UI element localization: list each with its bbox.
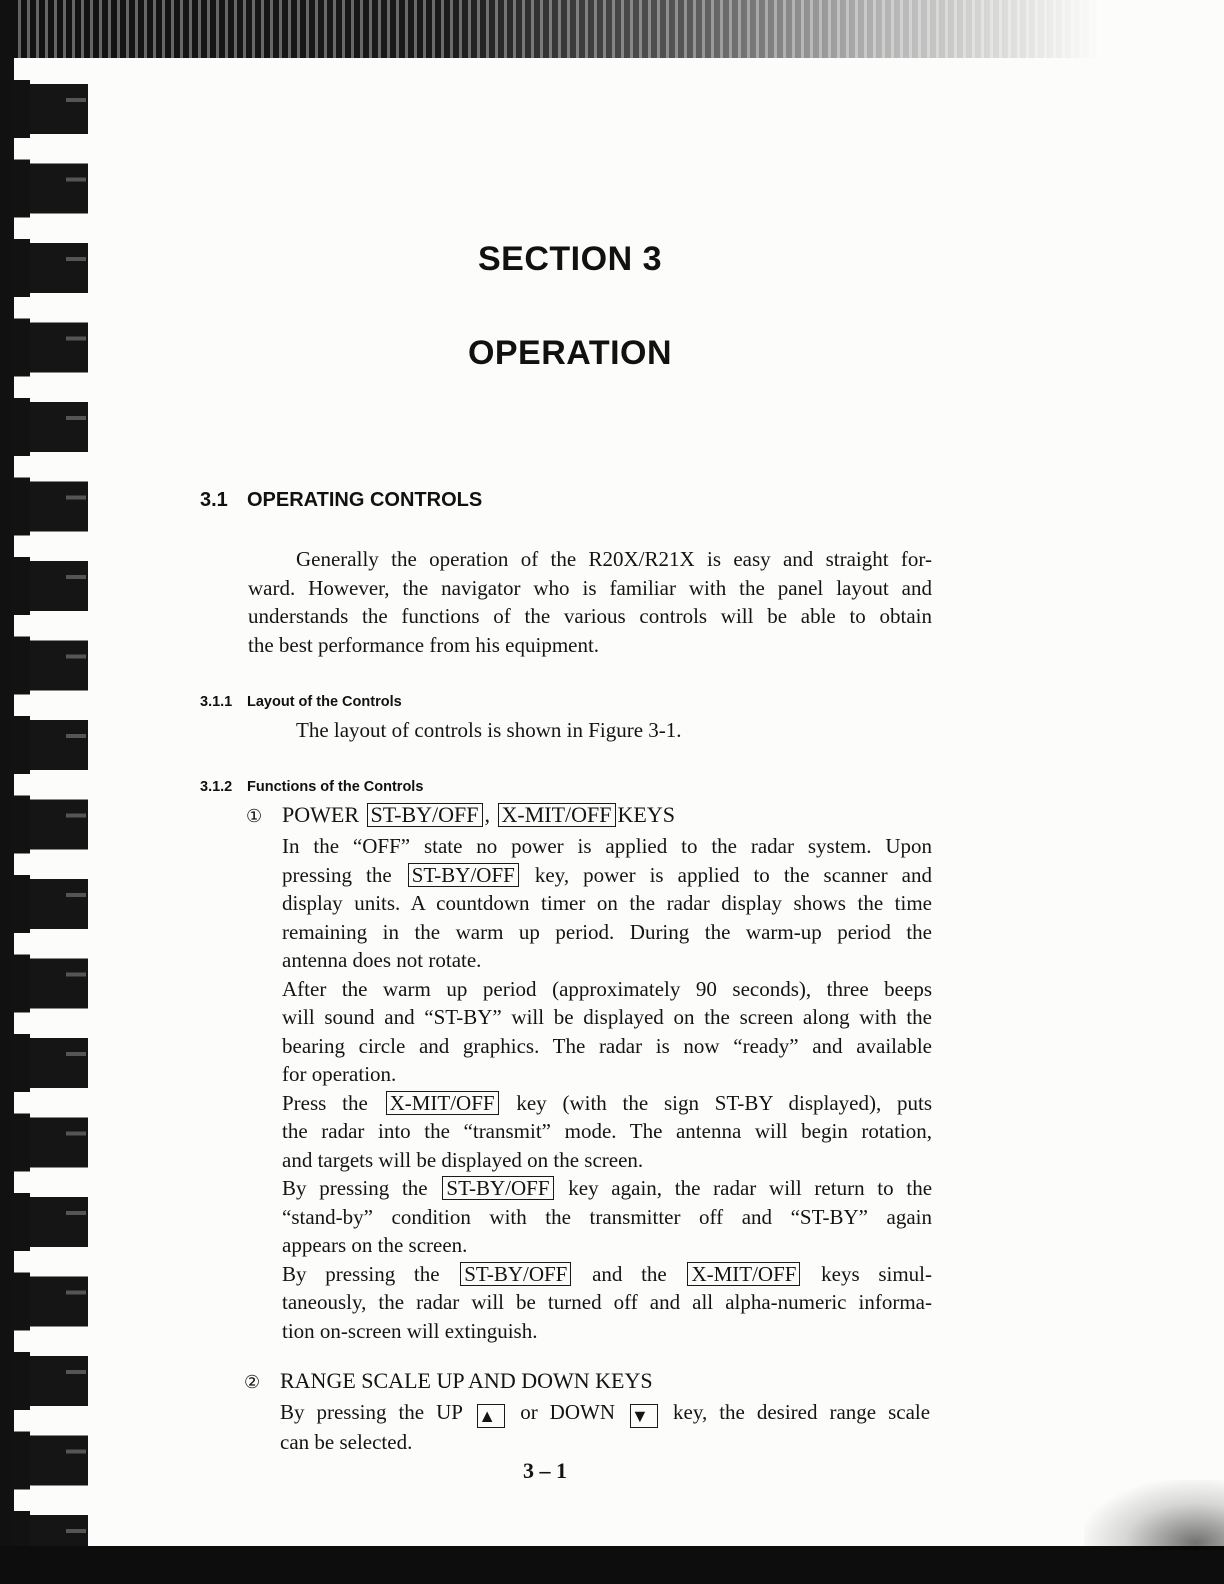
binding-holes [0, 0, 110, 1584]
heading-text: Functions of the Controls [247, 779, 424, 795]
text-line: ward. However, the navigator who is familiar with the panel layout and [248, 575, 932, 600]
text-fragment: key, power is applied to the scanner and [534, 862, 932, 887]
text-line: tion on-screen will extinguish. [282, 1318, 538, 1343]
page-number: 3 – 1 [523, 1458, 567, 1483]
item-range-scale-heading [244, 1368, 653, 1394]
binding-mark [10, 319, 88, 377]
text-line: for operation. [282, 1062, 397, 1086]
text-fragment: By pressing the [282, 1176, 428, 1200]
text-fragment: or DOWN [520, 1400, 615, 1424]
text-line: antenna does not rotate. [282, 948, 482, 972]
text-line: taneously, the radar will be turned off and all alpha-numeric informa- [282, 1290, 932, 1314]
text-line: understands the functions of the various controls will be able to obtain [248, 604, 932, 628]
text-line [280, 1398, 930, 1428]
text-fragment: key, the desired range scale [673, 1400, 931, 1424]
heading-number: 3.1.2 [200, 779, 233, 795]
xmit-off-key: X-MIT/OFF [687, 1262, 800, 1286]
text-line: can be selected. [280, 1430, 413, 1454]
heading-functions-of-controls [200, 779, 423, 795]
binding-mark [10, 875, 88, 933]
section-number: SECTION 3 [478, 240, 662, 278]
stby-off-key: ST-BY/OFF [367, 803, 483, 827]
text-line: display units. A countdown timer on the radar display shows the time [282, 891, 932, 915]
heading-layout-of-controls [200, 694, 402, 710]
text-line [282, 1174, 932, 1203]
item-head-text: RANGE SCALE UP AND DOWN KEYS [280, 1368, 653, 1393]
text-fragment: key again, the radar will return to the [568, 1176, 933, 1200]
text-line: After the warm up period (approximately 90 seconds), three beeps [282, 976, 932, 1001]
down-arrow-key-icon: ▼ [630, 1404, 658, 1428]
text-fragment: Press the [282, 1090, 368, 1115]
text-line [282, 861, 932, 890]
heading-operating-controls [200, 489, 482, 512]
intro-paragraph [248, 545, 932, 659]
text-fragment: and the [592, 1261, 667, 1286]
binding-mark [10, 796, 88, 854]
layout-paragraph [296, 716, 936, 745]
binding-mark [10, 1432, 88, 1490]
text-line [282, 1260, 932, 1289]
text-fragment: key (with the sign ST-BY displayed), puts [516, 1090, 933, 1115]
item-head-prefix: POWER [282, 802, 359, 827]
text-line: the best performance from his equipment. [248, 632, 600, 657]
item-marker: ② [244, 1372, 261, 1392]
binding-mark [10, 1034, 88, 1092]
stby-off-key: ST-BY/OFF [460, 1262, 571, 1286]
text-line: In the “OFF” state no power is applied to the radar system. Upon [282, 834, 932, 858]
binding-mark [10, 637, 88, 695]
binding-mark [10, 1114, 88, 1172]
scan-bottom-edge [0, 1546, 1224, 1584]
scan-top-edge [0, 0, 1100, 58]
xmit-off-key: X-MIT/OFF [386, 1091, 499, 1115]
text-line: Generally the operation of the R20X/R21X is easy and straight for- [296, 547, 932, 571]
binding-mark [10, 716, 88, 774]
binding-mark [10, 557, 88, 615]
text-line: will sound and “ST-BY” will be displayed on the screen along with the [282, 1005, 932, 1029]
binding-mark [10, 80, 88, 138]
text-line: “stand-by” condition with the transmitter off and “ST-BY” again [282, 1204, 932, 1229]
binding-mark [10, 955, 88, 1013]
binding-mark [10, 160, 88, 218]
up-arrow-key-icon: ▲ [477, 1404, 505, 1428]
text-fragment: By pressing the [282, 1261, 440, 1286]
binding-mark [10, 239, 88, 297]
binding-mark [10, 478, 88, 536]
text-line: remaining in the warm up period. During the warm-up period the [282, 919, 932, 944]
text-line [282, 1089, 932, 1118]
heading-text: OPERATING CONTROLS [247, 489, 483, 511]
stby-off-key: ST-BY/OFF [442, 1176, 553, 1200]
item-power-keys-heading [246, 802, 675, 828]
binding-mark [10, 1273, 88, 1331]
text-line: appears on the screen. [282, 1233, 468, 1257]
binding-mark [10, 398, 88, 456]
item-head-separator: , [484, 802, 491, 827]
scan-corner-noise [1084, 1480, 1224, 1550]
text-line: the radar into the “transmit” mode. The antenna will begin rotation, [282, 1119, 932, 1143]
item-range-scale-body [280, 1398, 930, 1457]
xmit-off-key: X-MIT/OFF [498, 803, 616, 827]
binding-mark [10, 1193, 88, 1251]
section-title: OPERATION [467, 334, 673, 372]
stby-off-key: ST-BY/OFF [408, 863, 519, 887]
text-line: and targets will be displayed on the screen. [282, 1147, 644, 1172]
text-fragment: By pressing the UP [280, 1400, 463, 1424]
item-power-keys-body [282, 832, 932, 1345]
heading-text: Layout of the Controls [247, 694, 402, 710]
text-line: The layout of controls is shown in Figure 3-1. [296, 718, 682, 742]
heading-number: 3.1 [200, 489, 228, 511]
binding-mark [10, 1352, 88, 1410]
item-head-suffix: KEYS [617, 802, 675, 827]
text-fragment: keys simul- [821, 1261, 933, 1286]
text-fragment: pressing the [282, 862, 392, 887]
heading-number: 3.1.1 [200, 694, 233, 710]
item-marker: ① [246, 806, 263, 826]
text-line: bearing circle and graphics. The radar is now “ready” and available [282, 1033, 932, 1058]
